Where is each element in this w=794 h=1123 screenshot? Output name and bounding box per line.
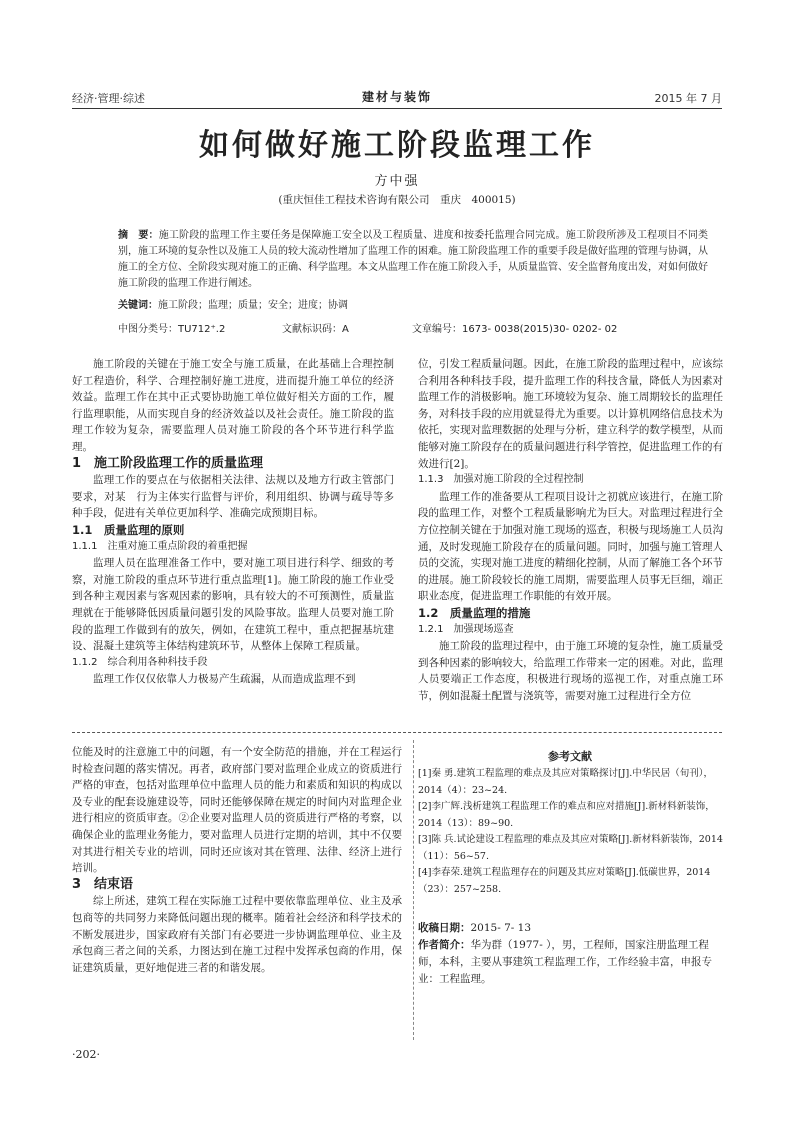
reference-item: [1]秦 勇.建筑工程监理的难点及其应对策略探讨[J].中华民居（旬刊），2014（4）：23~24. bbox=[418, 768, 713, 796]
paragraph: 监理人员在监理准备工作中，要对施工项目进行科学、细致的考察，对施工阶段的重点环节进行重点监理[1]。施工阶段的施工作业受到各种主观因素与客观因素的影响，具有较大的不可预测性，质量监理就在于能够降低因质量问题引发的风险事故。监理人员要对施工阶段的监理工作做到有的放矢，例如，在建筑工程中，重点把握基坑建设、混凝土建筑等主体结构建筑环节，从整体上保障工程质量。 bbox=[72, 557, 394, 653]
references-title: 参考文献 bbox=[548, 750, 592, 763]
bottom-left-column bbox=[72, 744, 402, 976]
references-list bbox=[418, 766, 723, 898]
paragraph: 施工阶段的关键在于施工安全与施工质量，在此基础上合理控制好工程造价，科学、合理控制好施工进度，进而提升施工单位的经济效益。监理工作在其中正式要协助施工单位做好相关方面的工作，履行监理职能，从而实现自身的经济效益以及社会责任。施工阶段的监理工作较为复杂，需要监理人员对施工阶段的各个环节进行科学监理。 bbox=[72, 358, 394, 453]
subsection-heading: 1.2 质量监理的措施 bbox=[418, 605, 531, 620]
header-section: 经济·管理·综述 bbox=[72, 92, 145, 105]
paragraph: 施工阶段的监理过程中，由于施工环境的复杂性，施工质量受到各种因素的影响较大，给监理工作带来一定的困难。对此，监理人员要端正工作态度，积极进行现场的巡视工作，对重点施工环节，例如混凝土配置与浇筑等，需要对施工过程进行全方位 bbox=[418, 640, 723, 702]
section-heading: 3 结束语 bbox=[72, 876, 134, 892]
abstract bbox=[118, 228, 708, 292]
received-label: 收稿日期： bbox=[418, 922, 471, 934]
keywords-label: 关键词： bbox=[118, 300, 158, 311]
author: 方中强 bbox=[374, 174, 420, 189]
abstract-text: 施工阶段的监理工作主要任务是保障施工安全以及工程质量、进度和按委托监理合同完成。施工阶段所涉及工程项目不同类别，施工环境的复杂性以及施工人员的较大流动性增加了监理工作的困难。施工阶段监理工作的重要手段是做好监理的管理与协调，从施工的全方位、全阶段实现对施工的正确、科学监理。本文从监理工作在施工阶段入手，从质量监管、安全监督角度出发，对如何做好施工阶段的监理工作进行阐述。 bbox=[118, 230, 709, 289]
reference-item: [4]李春荣.建筑工程监理存在的问题及其应对策略[J].低碳世界，2014（23）：257~258. bbox=[418, 867, 711, 895]
received-date bbox=[418, 920, 723, 937]
affiliation: (重庆恒佳工程技术咨询有限公司 重庆 400015) bbox=[278, 194, 516, 206]
left-column bbox=[72, 356, 394, 688]
document-code: 文献标识码：A bbox=[282, 324, 349, 335]
journal-name: 建材与装饰 bbox=[361, 90, 432, 104]
subsubsection-heading: 1.1.3 加强对施工阶段的全过程控制 bbox=[418, 474, 584, 486]
article-number: 文章编号：1673- 0038(2015)30- 0202- 02 bbox=[412, 324, 618, 335]
keywords-text: 施工阶段；监理；质量；安全；进度；协调 bbox=[158, 300, 348, 311]
subsubsection-heading: 1.1.2 综合利用各种科技手段 bbox=[72, 656, 208, 668]
author-bio bbox=[418, 937, 723, 988]
paragraph: 监理工作的准备要从工程项目设计之初就应该进行，在施工阶段的监理工作，对整个工程质量影响尤为巨大。对监理过程进行全方位控制关键在于加强对施工现场的巡查，积极与现场施工人员沟通，及时发现施工阶段存在的质量问题。同时，加强与施工管理人员的交流，实现对施工进度的精细化控制，从而了解施工各个环节的进展。施工阶段较长的施工周期，需要监理人员事无巨细，端正职业态度，促进监理工作职能的有效开展。 bbox=[418, 490, 723, 603]
right-column bbox=[418, 356, 723, 704]
author-bio-text: 华为群（1977- ），男，工程师，国家注册监理工程师，本科，主要从事建筑工程监理工作，工作经验丰富，申报专业：工程监理。 bbox=[418, 939, 712, 985]
abstract-label: 摘 要： bbox=[118, 230, 159, 241]
column-divider bbox=[413, 740, 414, 1040]
section-heading: 1 施工阶段监理工作的质量监理 bbox=[72, 455, 264, 471]
header-rule bbox=[72, 108, 722, 109]
subsubsection-heading: 1.1.1 注重对施工重点阶段的着重把握 bbox=[72, 540, 248, 552]
paragraph: 监理工作仅仅依靠人力极易产生疏漏，从而造成监理不到 bbox=[93, 673, 356, 686]
author-bio-label: 作者简介： bbox=[418, 939, 471, 951]
received-value: 2015- 7- 13 bbox=[470, 922, 532, 934]
paper-title: 如何做好施工阶段监理工作 bbox=[199, 128, 595, 163]
clc-number: 中图分类号：TU712⁺.2 bbox=[118, 324, 226, 335]
page-divider bbox=[72, 732, 722, 733]
header-date: 2015 年 7 月 bbox=[654, 92, 722, 105]
reference-item: [3]陈 兵.试论建设工程监理的难点及其应对策略[J].新材料新装饰，2014（11）：56~57. bbox=[418, 834, 723, 862]
paragraph: 综上所述，建筑工程在实际施工过程中要依靠监理单位、业主及承包商等的共同努力来降低问题出现的概率。随着社会经济和科学技术的不断发展进步，国家政府有关部门有必要进一步协调监理单位、业主及承包商三者之间的关系，力图达到在施工过程中发挥承包商的作用，保证建筑质量，更好地促进三者的和谐发展。 bbox=[72, 895, 402, 974]
paragraph: 监理工作的要点在与依据相关法律、法规以及地方行政主管部门要求，对某 行为主体实行监督与评价，利用组织、协调与疏导等多种手段，促进有关单位更加科学、准确完成预期目标。 bbox=[72, 474, 394, 520]
subsection-heading: 1.1 质量监理的原则 bbox=[72, 522, 185, 537]
paragraph: 位能及时的注意施工中的问题，有一个安全防范的措施，并在工程运行时检查问题的落实情况。再者，政府部门要对监理企业成立的资质进行严格的审查，包括对监理单位中监理人员的能力和素质和知识的构成以及专业的配套设施建设等，同时还能够保障在规定的时间内对监理企业进行相应的资质审查。②企业要对监理人员的资质进行严格的考察，以确保企业的监理业务能力，要对监理人员进行定期的培训，其中不仅要对其进行相关专业的培训，同时还应该对其在管理、法律、经济上进行培训。 bbox=[72, 746, 402, 875]
subsubsection-heading: 1.2.1 加强现场巡查 bbox=[418, 623, 514, 635]
paragraph: 位，引发工程质量问题。因此，在施工阶段的监理过程中，应该综合利用各种科技手段，提升监理工作的科技含量，降低人为因素对监理工作的消极影响。施工环境较为复杂、施工周期较长的监理任务，对科技手段的应用就显得尤为重要。以计算机网络信息技术为依托，实现对监理数据的处理与分析，建立科学的数学模型，从而能够对施工阶段存在的质量问题进行科学管控，促进监理工作的有效进行[2]。 bbox=[418, 358, 723, 470]
page-number: ·202· bbox=[72, 1048, 100, 1061]
reference-item: [2]李广辉.浅析建筑工程监理工作的难点和应对措施[J].新材料新装饰，2014（13）：89~90. bbox=[418, 801, 715, 829]
article-info bbox=[418, 920, 723, 988]
keywords bbox=[118, 296, 708, 311]
